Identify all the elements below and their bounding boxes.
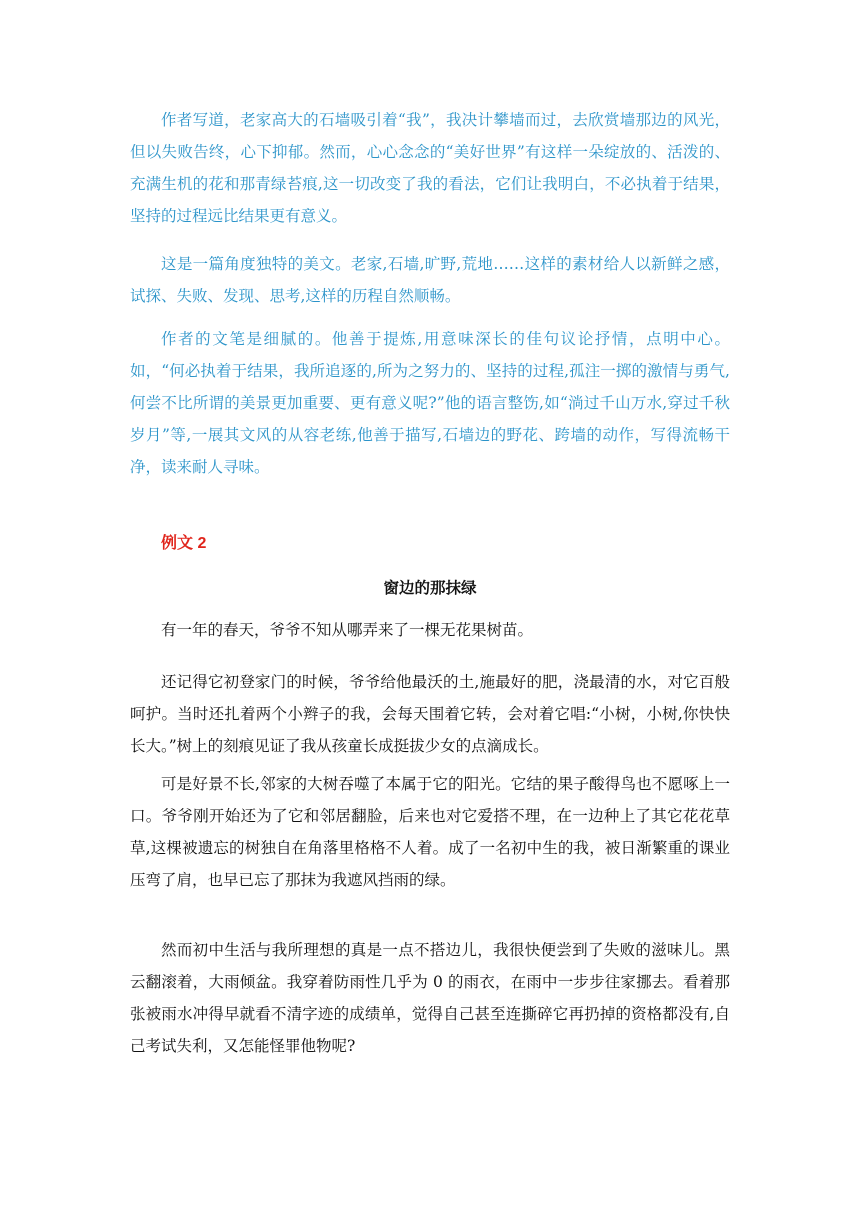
essay-paragraph-text: 还记得它初登家门的时候，爷爷给他最沃的土,施最好的肥，浇最清的水，对它百般呵护。当时还扎着两个小辫子的我，会每天围着它转，会对着它唱:“小树，小树,你快快长大。”树上的刻痕见证了我从孩童长成挺拔少女的点滴成长。 [130,673,730,755]
example-label: 例文 2 [161,535,207,552]
analysis-paragraph-text: 这是一篇角度独特的美文。老家,石墙,旷野,荒地……这样的素材给人以新鲜之感，试探、失败、发现、思考,这样的历程自然顺畅。 [130,255,730,305]
analysis-paragraph-text: 作者的文笔是细腻的。他善于提炼,用意味深长的佳句议论抒情，点明中心。如，“何必执着于结果，我所追逐的,所为之努力的、坚持的过程,孤注一掷的激情与勇气,何尝不比所谓的美景更加重要、更有意义呢?”他的语言整饬,如“淌过千山万水,穿过千秋岁月”等,一展其文风的从容老练,他善于描写,石墙边的野花、跨墙的动作，写得流畅干净，读来耐人寻味。 [130,330,730,476]
essay-title: 窗边的那抹绿 [383,580,477,597]
essay-paragraph-3 [130,768,730,896]
analysis-paragraph-3 [130,323,730,483]
essay-paragraph-1 [130,614,730,646]
analysis-paragraph-2 [130,248,730,312]
analysis-paragraph-text: 作者写道，老家高大的石墙吸引着“我”，我决计攀墙而过，去欣赏墙那边的风光，但以失败告终，心下抑郁。然而，心心念念的“美好世界”有这样一朵绽放的、活泼的、充满生机的花和那青绿苔痕,这一切改变了我的看法，它们让我明白，不必执着于结果，坚持的过程远比结果更有意义。 [130,111,730,225]
essay-paragraph-text: 可是好景不长,邻家的大树吞噬了本属于它的阳光。它结的果子酸得鸟也不愿啄上一口。爷爷刚开始还为了它和邻居翻脸，后来也对它爱搭不理，在一边种上了其它花花草草,这棵被遗忘的树独自在角落里格格不人着。成了一名初中生的我，被日渐繁重的课业压弯了肩，也早已忘了那抹为我遮风挡雨的绿。 [130,775,730,889]
essay-paragraph-2 [130,666,730,762]
analysis-paragraph-1 [130,104,730,232]
essay-paragraph-4 [130,934,730,1062]
essay-paragraph-text: 然而初中生活与我所理想的真是一点不搭边儿，我很快便尝到了失败的滋味儿。黑云翻滚着，大雨倾盆。我穿着防雨性几乎为 0 的雨衣，在雨中一步步往家挪去。看着那张被雨水冲得早就看不清字迹的成绩单，觉得自己甚至连撕碎它再扔掉的资格都没有,自己考试失利，又怎能怪罪他物呢? [130,941,730,1055]
essay-paragraph-text: 有一年的春天，爷爷不知从哪弄来了一棵无花果树苗。 [161,621,534,639]
